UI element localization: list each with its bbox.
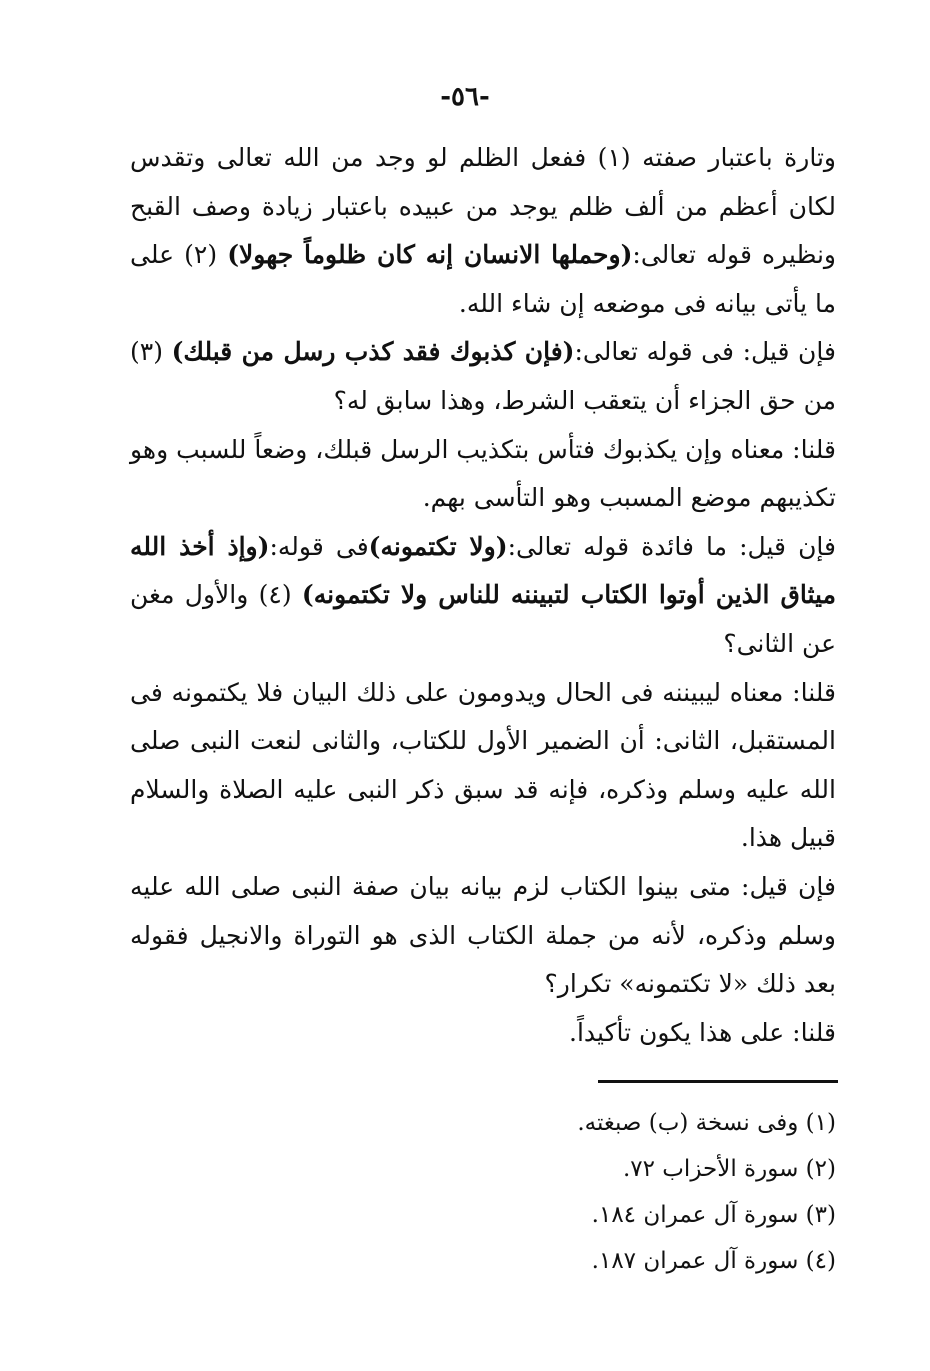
paragraph-4: فإن قيل: ما فائدة قوله تعالى:(ولا تكتمونه)فى قوله:(وإذ أخذ الله ميثاق الذين أوتوا الكتاب لتبيننه للناس ولا تكتمونه) (٤) والأول مغن عن الثانى؟ <box>130 531 837 658</box>
main-text <box>130 134 836 1057</box>
quran-quote: (ولا تكتمونه) <box>368 531 508 561</box>
footnote-3: (٣) سورة آل عمران ١٨٤. <box>591 1202 836 1228</box>
footnotes <box>430 1100 836 1284</box>
footnote-divider <box>598 1080 838 1083</box>
paragraph-3: قلنا: معناه وإن يكذبوك فتأس بتكذيب الرسل قبلك، وضعاً للسبب وهو تكذيبهم موضع المسبب وهو التأسى بهم. <box>130 434 836 513</box>
footnote-4: (٤) سورة آل عمران ١٨٧. <box>591 1248 836 1274</box>
paragraph-5: قلنا: معناه ليبيننه فى الحال ويدومون على ذلك البيان فلا يكتمونه فى المستقبل، الثانى: أن الضمير الأول للكتاب، والثانى لنعت النبى صلى الله عليه وسلم وذكره، فإنه قد سبق ذكر النبى عليه الصلاة والسلام قبيل هذا. <box>130 677 836 853</box>
paragraph-6: فإن قيل: متى بينوا الكتاب لزم بيانه بيان صفة النبى صلى الله عليه وسلم وذكره، لأنه من جملة الكتاب الذى هو التوراة والانجيل فقوله بعد ذلك «لا تكتمونه» تكرار؟ <box>130 871 836 999</box>
footnote-1: (١) وفى نسخة (ب) صبغته. <box>577 1110 836 1136</box>
paragraph-2: فإن قيل: فى قوله تعالى:(فإن كذبوك فقد كذب رسل من قبلك) (٣) من حق الجزاء أن يتعقب الشرط، وهذا سابق له؟ <box>130 337 836 415</box>
footnote-2: (٢) سورة الأحزاب ٧٢. <box>622 1156 836 1182</box>
quran-quote: (وحملها الانسان إنه كان ظلوماً جهولا) <box>227 240 633 270</box>
paragraph-1: وتارة باعتبار صفته (١) ففعل الظلم لو وجد من الله تعالى وتقدس لكان أعظم من ألف ظلم يوجد من عبيده باعتبار زيادة وصف القبح ونظيره قوله تعالى:(وحملها الانسان إنه كان ظلوماً جهولا) (٢) على ما يأتى بيانه فى موضعه إن شاء الله. <box>130 143 836 318</box>
quran-quote: (فإن كذبوك فقد كذب رسل من قبلك) <box>171 337 575 367</box>
quran-quote: (وإذ أخذ الله ميثاق الذين أوتوا الكتاب لتبيننه للناس ولا تكتمونه) <box>130 531 836 610</box>
page-number: -٥٦- <box>440 82 490 112</box>
paragraph-7: قلنا: على هذا يكون تأكيداً. <box>569 1017 836 1047</box>
